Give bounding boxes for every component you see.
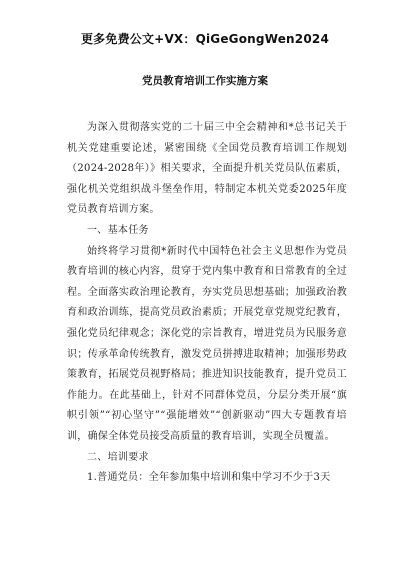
section-1-heading: 一、基本任务	[87, 224, 149, 236]
section-2-item-1: 1.普通党员：全年参加集中培训和集中学习不少于3天	[87, 472, 331, 484]
section-2-heading: 二、培训要求	[87, 451, 149, 463]
document-body	[67, 118, 347, 489]
watermark-text: 更多免费公文+VX：QiGeGongWen2024	[80, 32, 329, 46]
intro-paragraph: 为深入贯彻落实党的二十届三中全会精神和*总书记关于机关党建重要论述，紧密围绕《全国党员教育培训工作规划（2024-2028年）》相关要求，全面提升机关党员队伍素质，强化机关党组织战斗堡垒作用，特制定本机关党委2025年度党员教育培训方案。	[67, 122, 347, 216]
section-1-paragraph: 始终将学习贯彻*新时代中国特色社会主义思想作为党员教育培训的核心内容，贯穿于党内集中教育和日常教育的全过程。全面落实政治理论教育，夯实党员思想基础；加强政治教育和政治训练，提高党员政治素质；开展党章党规党纪教育，强化党员纪律观念；深化党的宗旨教育，增进党员为民服务意识；传承革命传统教育，激发党员拼搏进取精神；加强形势政策教育，拓展党员视野格局；推进知识技能教育，提升党员工作能力。在此基础上，针对不同群体党员，分层分类开展“旗帜引领”“初心坚守”“强能增效”“创新驱动”四大专题教育培训，确保全体党员接受高质量的教育培训，实现全员覆盖。	[67, 245, 347, 442]
document-title: 党员教育培训工作实施方案	[142, 75, 268, 87]
